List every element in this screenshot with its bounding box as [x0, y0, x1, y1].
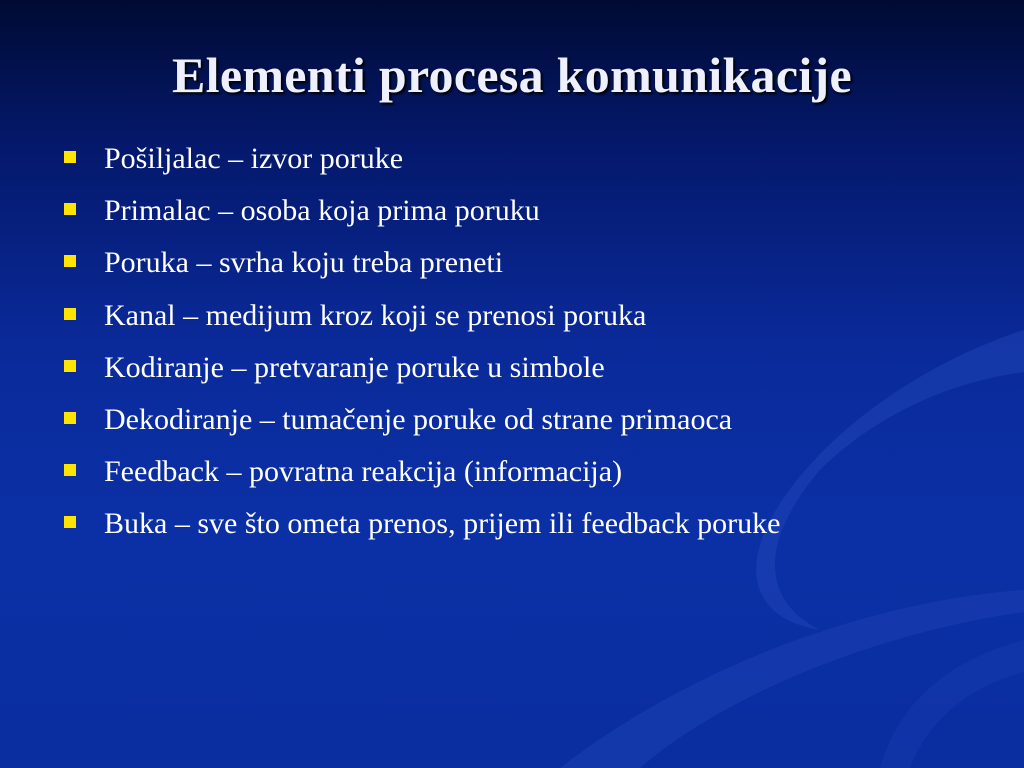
- square-bullet-icon: [64, 360, 76, 372]
- square-bullet-icon: [64, 412, 76, 424]
- square-bullet-icon: [64, 308, 76, 320]
- bullet-list: [60, 140, 940, 558]
- square-bullet-icon: [64, 464, 76, 476]
- square-bullet-icon: [64, 151, 76, 163]
- list-item: [60, 192, 940, 230]
- list-item-text: Kodiranje – pretvaranje poruke u simbole: [104, 350, 605, 384]
- list-item-text: Primalac – osoba koja prima poruku: [104, 194, 540, 228]
- list-item-text: Feedback – povratna reakcija (informacija): [104, 455, 623, 489]
- list-item-text: Pošiljalac – izvor poruke: [104, 142, 404, 175]
- list-item-text: Dekodiranje – tumačenje poruke od strane primaoca: [104, 402, 733, 436]
- list-item: [60, 401, 940, 439]
- list-item-text: Buka – sve što ometa prenos, prijem ili feedback poruke: [104, 507, 781, 541]
- list-item: [60, 297, 940, 335]
- square-bullet-icon: [64, 516, 76, 528]
- slide-title: Elementi procesa komunikacije: [172, 47, 852, 103]
- list-item: [60, 453, 940, 491]
- list-item: [60, 505, 940, 543]
- list-item: [60, 349, 940, 387]
- list-item: [60, 244, 940, 282]
- list-item: [60, 140, 940, 178]
- list-item-text: Kanal – medijum kroz koji se prenosi poruka: [104, 298, 647, 332]
- square-bullet-icon: [64, 255, 76, 267]
- list-item-text: Poruka – svrha koju treba preneti: [104, 246, 504, 280]
- square-bullet-icon: [64, 203, 76, 215]
